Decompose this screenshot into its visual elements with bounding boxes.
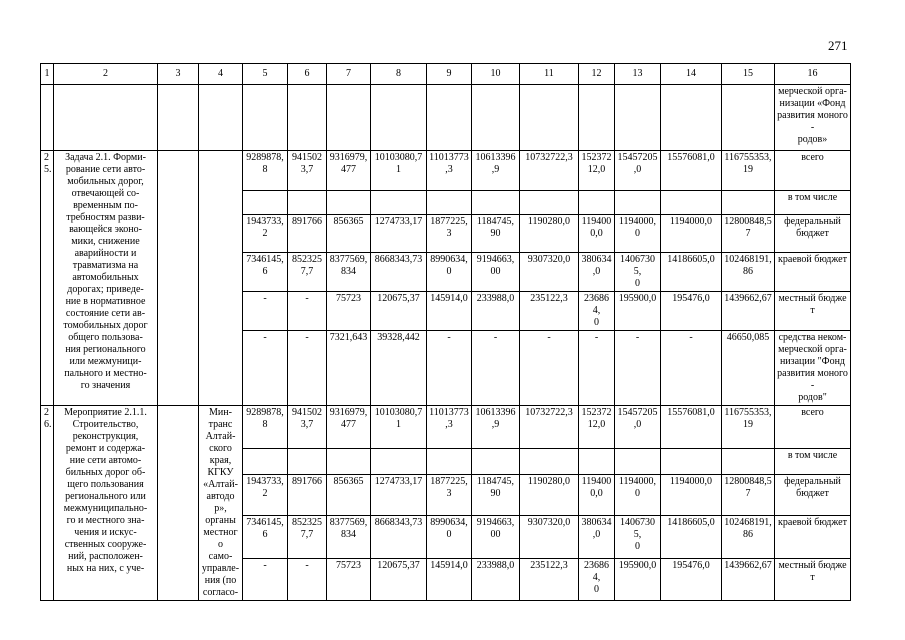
header-cell: 4: [199, 64, 243, 85]
value-cell: 11013773 ,3: [427, 151, 472, 191]
value-cell: [427, 191, 472, 215]
value-cell: -: [243, 558, 288, 600]
value-cell: 380634 ,0: [579, 516, 615, 558]
value-cell: 9307320,0: [520, 253, 579, 292]
value-cell: 1190280,0: [520, 475, 579, 516]
task-title-cell: Мероприятие 2.1.1. Строительство, реконструкция, ремонт и содержа- ние сети автомо- бильных дорог об- щего пользования регионального или межмуниципально- го и местного зна- чения и искус- ственных сооруже- ний, расположен- ных на них, с уче-: [54, 406, 158, 601]
value-cell: 1877225, 3: [427, 215, 472, 253]
executor-cell: Мин- транс Алтай- ского края, КГКУ «Алтай- автодор», органы местного само- управле- ния (по согласо-: [199, 406, 243, 601]
value-cell: 380634 ,0: [579, 253, 615, 292]
funding-source-cell: краевой бюджет: [775, 253, 851, 292]
value-cell: 15457205 ,0: [615, 151, 661, 191]
value-cell: 7321,643: [327, 331, 371, 406]
value-cell: 10732722,3: [520, 151, 579, 191]
value-cell: 235122,3: [520, 292, 579, 331]
value-cell: 1943733, 2: [243, 215, 288, 253]
value-cell: 116755353, 19: [722, 151, 775, 191]
value-cell: 119400 0,0: [579, 475, 615, 516]
value-cell: -: [288, 292, 327, 331]
value-cell: 120675,37: [371, 292, 427, 331]
value-cell: [427, 449, 472, 475]
value-cell: 8990634, 0: [427, 516, 472, 558]
table-cell: [327, 85, 371, 151]
value-cell: 12800848,5 7: [722, 475, 775, 516]
value-cell: 1943733, 2: [243, 475, 288, 516]
value-cell: 12800848,5 7: [722, 215, 775, 253]
value-cell: 8668343,73: [371, 253, 427, 292]
header-cell: 1: [41, 64, 54, 85]
row-number: 26.: [41, 406, 54, 601]
value-cell: 9316979, 477: [327, 151, 371, 191]
value-cell: 236864, 0: [579, 292, 615, 331]
value-cell: 195900,0: [615, 558, 661, 600]
value-cell: [472, 449, 520, 475]
value-cell: 856365: [327, 215, 371, 253]
value-cell: 1274733,17: [371, 475, 427, 516]
value-cell: 941502 3,7: [288, 151, 327, 191]
value-cell: [288, 449, 327, 475]
funding-source-cell: местный бюджет: [775, 292, 851, 331]
value-cell: -: [661, 331, 722, 406]
table-cell: [615, 85, 661, 151]
value-cell: 1194000,0: [661, 475, 722, 516]
table-cell: [520, 85, 579, 151]
value-cell: 120675,37: [371, 558, 427, 600]
value-cell: 145914,0: [427, 292, 472, 331]
value-cell: 152372 12,0: [579, 151, 615, 191]
value-cell: 9316979, 477: [327, 406, 371, 449]
value-cell: -: [520, 331, 579, 406]
task-25-block: [41, 151, 851, 406]
header-cell: 7: [327, 64, 371, 85]
value-cell: 9307320,0: [520, 516, 579, 558]
value-cell: [579, 191, 615, 215]
value-cell: 9289878, 8: [243, 151, 288, 191]
value-cell: -: [579, 331, 615, 406]
value-cell: 75723: [327, 558, 371, 600]
table-cell: [427, 85, 472, 151]
value-cell: 1184745, 90: [472, 215, 520, 253]
value-cell: -: [243, 331, 288, 406]
value-cell: -: [615, 331, 661, 406]
header-cell: 5: [243, 64, 288, 85]
value-cell: 9194663, 00: [472, 516, 520, 558]
value-cell: 75723: [327, 292, 371, 331]
value-cell: 195476,0: [661, 558, 722, 600]
value-cell: [327, 449, 371, 475]
value-cell: 1194000, 0: [615, 215, 661, 253]
table-cell: [158, 85, 199, 151]
program-table: [40, 63, 851, 601]
header-cell: 9: [427, 64, 472, 85]
value-cell: [371, 191, 427, 215]
funding-source-cell: в том числе: [775, 449, 851, 475]
value-cell: 195900,0: [615, 292, 661, 331]
header-cell: 11: [520, 64, 579, 85]
funding-source-cell: федеральный бюджет: [775, 475, 851, 516]
value-cell: [520, 191, 579, 215]
header-cell: 10: [472, 64, 520, 85]
row-number: 25.: [41, 151, 54, 406]
table-cell: [722, 85, 775, 151]
value-cell: 1194000,0: [661, 215, 722, 253]
value-cell: 852325 7,7: [288, 253, 327, 292]
value-cell: [661, 449, 722, 475]
value-cell: 152372 12,0: [579, 406, 615, 449]
header-cell: 2: [54, 64, 158, 85]
header-cell: 12: [579, 64, 615, 85]
table-cell: [243, 85, 288, 151]
value-cell: 14067305, 0: [615, 253, 661, 292]
value-cell: 15576081,0: [661, 151, 722, 191]
value-cell: 1439662,67: [722, 292, 775, 331]
value-cell: 9289878, 8: [243, 406, 288, 449]
value-cell: [615, 191, 661, 215]
value-cell: [661, 191, 722, 215]
value-cell: [288, 191, 327, 215]
value-cell: 8990634, 0: [427, 253, 472, 292]
value-cell: 8377569, 834: [327, 516, 371, 558]
value-cell: [722, 449, 775, 475]
table-cell: [288, 85, 327, 151]
value-cell: [722, 191, 775, 215]
funding-source-cell: федеральный бюджет: [775, 215, 851, 253]
value-cell: 102468191, 86: [722, 516, 775, 558]
value-cell: 1194000, 0: [615, 475, 661, 516]
funding-source-cell: всего: [775, 406, 851, 449]
value-cell: 852325 7,7: [288, 516, 327, 558]
header-cell: 3: [158, 64, 199, 85]
table-cell: [199, 85, 243, 151]
value-cell: 856365: [327, 475, 371, 516]
value-cell: [579, 449, 615, 475]
value-cell: 46650,085: [722, 331, 775, 406]
value-cell: -: [427, 331, 472, 406]
value-cell: [243, 449, 288, 475]
value-cell: 10613396 ,9: [472, 406, 520, 449]
value-cell: 236864, 0: [579, 558, 615, 600]
table-row: [41, 406, 851, 449]
value-cell: 891766: [288, 215, 327, 253]
value-cell: 119400 0,0: [579, 215, 615, 253]
value-cell: 8668343,73: [371, 516, 427, 558]
table-row: [41, 151, 851, 191]
value-cell: [243, 191, 288, 215]
header-cell: 16: [775, 64, 851, 85]
value-cell: -: [472, 331, 520, 406]
funding-source-cell: местный бюджет: [775, 558, 851, 600]
funding-source-cell: всего: [775, 151, 851, 191]
table-cell: [158, 406, 199, 601]
value-cell: 10613396 ,9: [472, 151, 520, 191]
value-cell: 39328,442: [371, 331, 427, 406]
value-cell: -: [288, 558, 327, 600]
value-cell: 1184745, 90: [472, 475, 520, 516]
header-cell: 15: [722, 64, 775, 85]
header-cell: 13: [615, 64, 661, 85]
value-cell: 1877225, 3: [427, 475, 472, 516]
value-cell: -: [243, 292, 288, 331]
table-cell: [579, 85, 615, 151]
table-cell: [54, 85, 158, 151]
value-cell: 8377569, 834: [327, 253, 371, 292]
value-cell: 235122,3: [520, 558, 579, 600]
value-cell: 15457205 ,0: [615, 406, 661, 449]
value-cell: 102468191, 86: [722, 253, 775, 292]
value-cell: 1190280,0: [520, 215, 579, 253]
value-cell: 891766: [288, 475, 327, 516]
source-label-cell: мерческой орга- низации «Фонд развития моного- родов»: [775, 85, 851, 151]
value-cell: 941502 3,7: [288, 406, 327, 449]
value-cell: 9194663, 00: [472, 253, 520, 292]
value-cell: 1439662,67: [722, 558, 775, 600]
value-cell: 10103080,7 1: [371, 151, 427, 191]
table-cell: [41, 85, 54, 151]
value-cell: [327, 191, 371, 215]
table-cell: [661, 85, 722, 151]
header-cell: 6: [288, 64, 327, 85]
value-cell: 11013773 ,3: [427, 406, 472, 449]
value-cell: [615, 449, 661, 475]
value-cell: 15576081,0: [661, 406, 722, 449]
value-cell: [371, 449, 427, 475]
task-26-block: [41, 406, 851, 601]
value-cell: 233988,0: [472, 558, 520, 600]
funding-source-cell: в том числе: [775, 191, 851, 215]
continuation-row: [41, 85, 851, 151]
value-cell: 10732722,3: [520, 406, 579, 449]
value-cell: 145914,0: [427, 558, 472, 600]
value-cell: 14186605,0: [661, 516, 722, 558]
executor-cell: [199, 151, 243, 406]
table-cell: [371, 85, 427, 151]
table-cell: [158, 151, 199, 406]
header-cell: 8: [371, 64, 427, 85]
value-cell: 10103080,7 1: [371, 406, 427, 449]
value-cell: 14186605,0: [661, 253, 722, 292]
value-cell: 7346145, 6: [243, 516, 288, 558]
value-cell: 195476,0: [661, 292, 722, 331]
value-cell: [520, 449, 579, 475]
value-cell: 7346145, 6: [243, 253, 288, 292]
table-cell: [472, 85, 520, 151]
header-cell: 14: [661, 64, 722, 85]
value-cell: [472, 191, 520, 215]
value-cell: 233988,0: [472, 292, 520, 331]
task-title-cell: Задача 2.1. Форми- рование сети авто- мобильных дорог, отвечающей со- временным по- требностям разви- вающейся эконо- мики, снижение аварийности и травматизма на автомобильных дорогах; приведе- ние в нормативное состояние сети ав- томобильных дорог общего пользова- ния регионального или межмуници- пального и местно- го значения: [54, 151, 158, 406]
funding-source-cell: краевой бюджет: [775, 516, 851, 558]
value-cell: 1274733,17: [371, 215, 427, 253]
value-cell: -: [288, 331, 327, 406]
header-row: [41, 64, 851, 85]
page-number: 271: [828, 38, 848, 53]
funding-source-cell: средства неком- мерческой орга- низации "Фонд развития моного- родов": [775, 331, 851, 406]
value-cell: 14067305, 0: [615, 516, 661, 558]
value-cell: 116755353, 19: [722, 406, 775, 449]
